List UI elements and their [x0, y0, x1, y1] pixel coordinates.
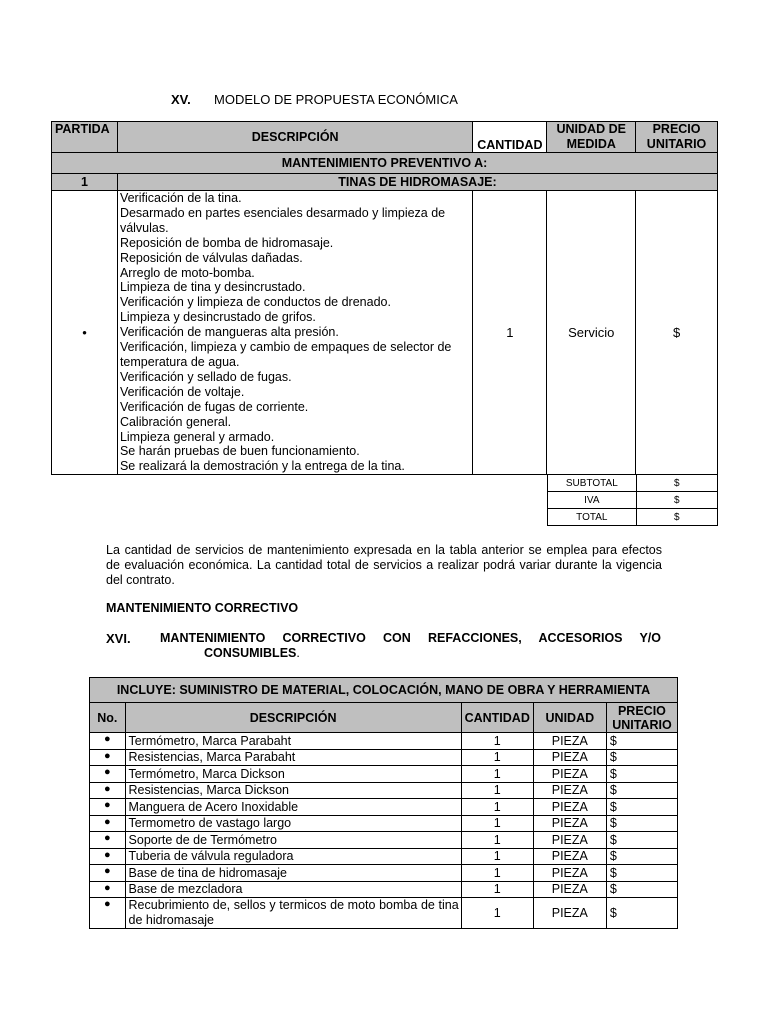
row-price: $	[606, 782, 677, 799]
row-price: $	[606, 881, 677, 898]
table-row	[90, 848, 678, 865]
row-quantity: 1	[461, 848, 533, 865]
table-row	[90, 766, 678, 783]
item-number: 1	[52, 174, 118, 191]
row-description: Termómetro, Marca Parabaht	[125, 733, 461, 750]
row-description: Base de mezcladora	[125, 881, 461, 898]
row-description: Base de tina de hidromasaje	[125, 865, 461, 882]
row-bullet: ●	[90, 766, 126, 783]
row-unit: PIEZA	[533, 848, 606, 865]
row-quantity: 1	[461, 782, 533, 799]
description-line: Limpieza de tina y desincrustado.	[119, 280, 306, 295]
spare-parts-table	[89, 677, 678, 929]
description-line: Calibración general.	[119, 414, 232, 429]
table-row	[90, 749, 678, 766]
row-bullet: ●	[90, 749, 126, 766]
table-row	[90, 832, 678, 849]
row-quantity: 1	[461, 881, 533, 898]
description-line: Verificación y sellado de fugas.	[119, 369, 292, 384]
row-description: Recubrimiento de, sellos y termicos de moto bomba de tina de hidromasaje	[125, 898, 461, 929]
row-description: Tuberia de válvula reguladora	[125, 848, 461, 865]
item-description	[117, 191, 472, 475]
row-bullet: ●	[90, 898, 126, 929]
row-unit: PIEZA	[533, 881, 606, 898]
section-15-title: MODELO DE PROPUESTA ECONÓMICA	[214, 92, 458, 107]
mant-correctivo-heading: MANTENIMIENTO CORRECTIVO	[106, 601, 299, 615]
description-lines	[120, 191, 470, 474]
row-description: Resistencias, Marca Parabaht	[125, 749, 461, 766]
table-row	[90, 815, 678, 832]
totals-table	[547, 474, 718, 526]
note-paragraph: La cantidad de servicios de mantenimiento expresada en la tabla anterior se emplea para efectos de evaluación económica. La cantidad total de servicios a realizar podrá variar durante la vigencia del contrato.	[106, 543, 662, 587]
row-bullet: ●	[90, 782, 126, 799]
section-16-title-line1: MANTENIMIENTO CORRECTIVO CON REFACCIONES, ACCESORIOS Y/O	[160, 631, 661, 645]
description-line: Verificación de voltaje.	[119, 384, 245, 399]
section-15-number: XV.	[171, 92, 191, 107]
row-quantity: 1	[461, 733, 533, 750]
row-price: $	[606, 815, 677, 832]
row-unit: PIEZA	[533, 766, 606, 783]
row-bullet: ●	[90, 815, 126, 832]
description-line: Verificación de mangueras alta presión.	[119, 325, 339, 340]
header-unidad: UNIDAD DE MEDIDA	[547, 122, 636, 153]
total-label: TOTAL	[548, 509, 637, 526]
table-row	[90, 733, 678, 750]
t2-header-no: No.	[90, 703, 126, 733]
item-title: TINAS DE HIDROMASAJE:	[117, 174, 717, 191]
header-descripcion: DESCRIPCIÓN	[117, 122, 472, 153]
row-bullet: ●	[90, 733, 126, 750]
description-line: Se realizará la demostración y la entrega de la tina.	[119, 459, 405, 474]
row-price: $	[606, 832, 677, 849]
row-description: Soporte de de Termómetro	[125, 832, 461, 849]
table-row	[90, 881, 678, 898]
group-title: MANTENIMIENTO PREVENTIVO A:	[52, 153, 718, 174]
subtotal-label: SUBTOTAL	[548, 475, 637, 492]
row-quantity: 1	[461, 799, 533, 816]
description-line: Reposición de bomba de hidromasaje.	[119, 235, 334, 250]
row-bullet: ●	[90, 865, 126, 882]
header-precio: PRECIO UNITARIO	[636, 122, 718, 153]
item-cantidad: 1	[473, 191, 547, 475]
row-bullet: ●	[90, 881, 126, 898]
table-row	[90, 782, 678, 799]
row-quantity: 1	[461, 766, 533, 783]
item-precio: $	[636, 191, 718, 475]
table-row	[90, 865, 678, 882]
header-cantidad: CANTIDAD	[473, 122, 547, 153]
iva-label: IVA	[548, 492, 637, 509]
row-unit: PIEZA	[533, 815, 606, 832]
row-description: Resistencias, Marca Dickson	[125, 782, 461, 799]
row-bullet: ●	[90, 848, 126, 865]
description-line: válvulas.	[119, 220, 169, 235]
row-quantity: 1	[461, 749, 533, 766]
row-bullet: ●	[90, 799, 126, 816]
row-quantity: 1	[461, 815, 533, 832]
description-line: Desarmado en partes esenciales desarmado y limpieza de	[119, 205, 446, 220]
description-line: Verificación de la tina.	[119, 191, 242, 205]
t2-header-precio: PRECIO UNITARIO	[606, 703, 677, 733]
table2-banner: INCLUYE: SUMINISTRO DE MATERIAL, COLOCACIÓN, MANO DE OBRA Y HERRAMIENTA	[90, 678, 678, 703]
row-price: $	[606, 848, 677, 865]
t2-header-unidad: UNIDAD	[533, 703, 606, 733]
description-line: Limpieza general y armado.	[119, 429, 275, 444]
row-price: $	[606, 749, 677, 766]
total-value: $	[636, 509, 717, 526]
item-unidad: Servicio	[547, 191, 636, 475]
description-line: Arreglo de moto-bomba.	[119, 265, 255, 280]
description-line: Limpieza y desincrustado de grifos.	[119, 310, 316, 325]
description-line: Reposición de válvulas dañadas.	[119, 250, 303, 265]
row-unit: PIEZA	[533, 782, 606, 799]
section-16-number: XVI.	[106, 631, 131, 646]
t2-header-descripcion: DESCRIPCIÓN	[125, 703, 461, 733]
row-unit: PIEZA	[533, 832, 606, 849]
iva-value: $	[636, 492, 717, 509]
description-line: Se harán pruebas de buen funcionamiento.	[119, 444, 360, 459]
row-unit: PIEZA	[533, 799, 606, 816]
subtotal-value: $	[636, 475, 717, 492]
row-description: Termómetro, Marca Dickson	[125, 766, 461, 783]
table-row	[90, 898, 678, 929]
item-bullet: •	[52, 191, 118, 475]
row-price: $	[606, 733, 677, 750]
t2-header-cantidad: CANTIDAD	[461, 703, 533, 733]
row-quantity: 1	[461, 832, 533, 849]
row-unit: PIEZA	[533, 898, 606, 929]
description-line: Verificación y limpieza de conductos de drenado.	[119, 295, 391, 310]
row-bullet: ●	[90, 832, 126, 849]
table-row	[90, 799, 678, 816]
row-price: $	[606, 766, 677, 783]
row-description: Manguera de Acero Inoxidable	[125, 799, 461, 816]
description-line: Verificación de fugas de corriente.	[119, 399, 309, 414]
economic-proposal-table	[51, 121, 718, 475]
row-description: Termometro de vastago largo	[125, 815, 461, 832]
row-quantity: 1	[461, 898, 533, 929]
row-unit: PIEZA	[533, 749, 606, 766]
row-price: $	[606, 865, 677, 882]
row-unit: PIEZA	[533, 733, 606, 750]
description-line: Verificación, limpieza y cambio de empaques de selector de	[119, 340, 452, 355]
row-price: $	[606, 898, 677, 929]
description-line: temperatura de agua.	[119, 354, 240, 369]
section-16-title-line2: CONSUMIBLES.	[204, 646, 300, 660]
header-partida: PARTIDA	[52, 122, 118, 153]
row-price: $	[606, 799, 677, 816]
row-unit: PIEZA	[533, 865, 606, 882]
row-quantity: 1	[461, 865, 533, 882]
